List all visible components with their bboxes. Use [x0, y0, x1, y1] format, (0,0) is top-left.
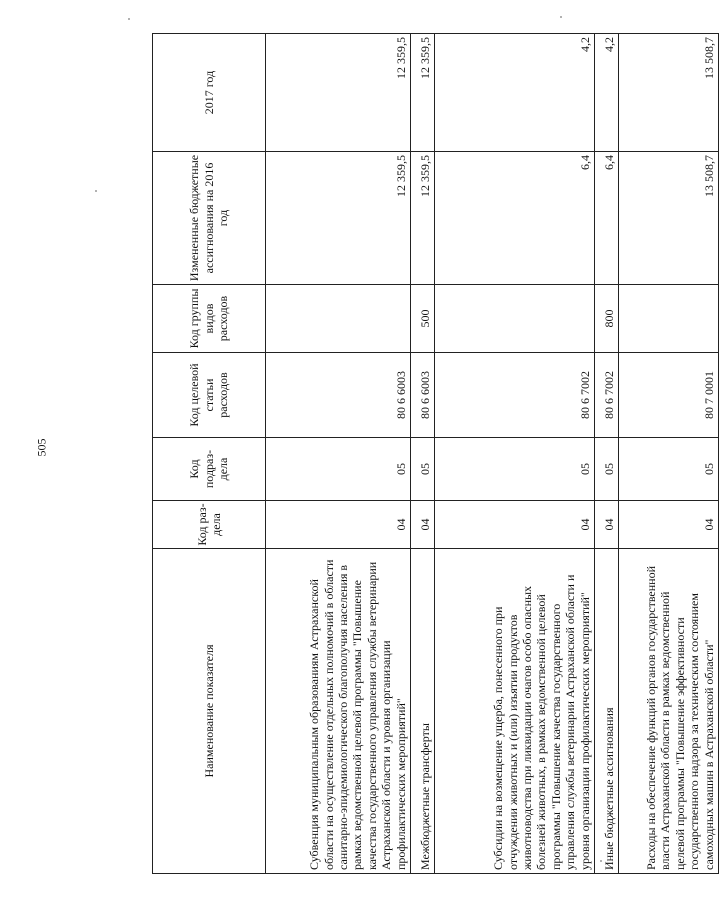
header-expense-group-code: Код группы видов расходов	[153, 285, 266, 353]
header-changed-2016: Измененные бюджетные ассигнования на 2016 год	[153, 152, 266, 285]
row-expense-group	[619, 285, 719, 353]
row-target: 80 6 6003	[266, 353, 411, 438]
row-subsection: 05	[435, 438, 595, 501]
row-target: 80 6 7002	[595, 353, 619, 438]
table-row	[435, 34, 595, 874]
row-name: Субвенция муниципальным образованиям Астраханской области на осуществление отдельных полномочий в области санитарно-эпидемиологического благополучия населения в рамках ведомственной целевой программы "Повышение качества государственного управления службы ветеринарии Астраханской области и уровня организации профилактических мероприятий"	[266, 549, 411, 874]
row-section: 04	[411, 501, 435, 549]
budget-table	[152, 33, 719, 874]
row-subsection: 05	[266, 438, 411, 501]
row-section: 04	[435, 501, 595, 549]
row-section: 04	[595, 501, 619, 549]
row-name: Расходы на обеспечение функций органов государственной власти Астраханской области в рамках ведомственной целевой программы "Повышение эффективности государственного надзора за техническим состоянием самоходных машин в Астраханской области"	[619, 549, 719, 874]
header-section-code: Код раз-дела	[153, 501, 266, 549]
row-name: Субсидии на возмещение ущерба, понесенного при отчуждении животных и (или) изъятии продуктов животноводства при ликвидации очагов особо опасных болезней животных, в рамках ведомственной целевой программы "Повышение качества государственного управления службы ветеринарии Астраханской области и уровня организации профилактических мероприятий"	[435, 549, 595, 874]
row-changed-2016: 6,4	[595, 152, 619, 285]
header-row	[153, 34, 266, 874]
row-target: 80 7 0001	[619, 353, 719, 438]
table-row	[266, 34, 411, 874]
row-2017: 12 359,5	[266, 34, 411, 152]
row-changed-2016: 12 359,5	[411, 152, 435, 285]
header-subsection-code: Код подраз-дела	[153, 438, 266, 501]
row-subsection: 05	[411, 438, 435, 501]
row-changed-2016: 12 359,5	[266, 152, 411, 285]
page-number: 505	[34, 438, 49, 457]
rotated-table-wrapper	[152, 34, 716, 874]
row-2017: 12 359,5	[411, 34, 435, 152]
row-expense-group: 800	[595, 285, 619, 353]
row-section: 04	[619, 501, 719, 549]
row-2017: 13 508,7	[619, 34, 719, 152]
row-target: 80 6 6003	[411, 353, 435, 438]
row-changed-2016: 13 508,7	[619, 152, 719, 285]
row-expense-group: 500	[411, 285, 435, 353]
row-subsection: 05	[619, 438, 719, 501]
row-expense-group	[266, 285, 411, 353]
row-2017: 4,2	[595, 34, 619, 152]
table-row	[619, 34, 719, 874]
row-target: 80 6 7002	[435, 353, 595, 438]
row-section: 04	[266, 501, 411, 549]
row-2017: 4,2	[435, 34, 595, 152]
row-changed-2016: 6,4	[435, 152, 595, 285]
table-row	[411, 34, 435, 874]
header-2017: 2017 год	[153, 34, 266, 152]
header-target-code: Код целевой статьи расходов	[153, 353, 266, 438]
row-name: Межбюджетные трансферты	[411, 549, 435, 874]
row-name: Иные бюджетные ассигнования	[595, 549, 619, 874]
table-row	[595, 34, 619, 874]
header-name: Наименование показателя	[153, 549, 266, 874]
row-expense-group	[435, 285, 595, 353]
row-subsection: 05	[595, 438, 619, 501]
